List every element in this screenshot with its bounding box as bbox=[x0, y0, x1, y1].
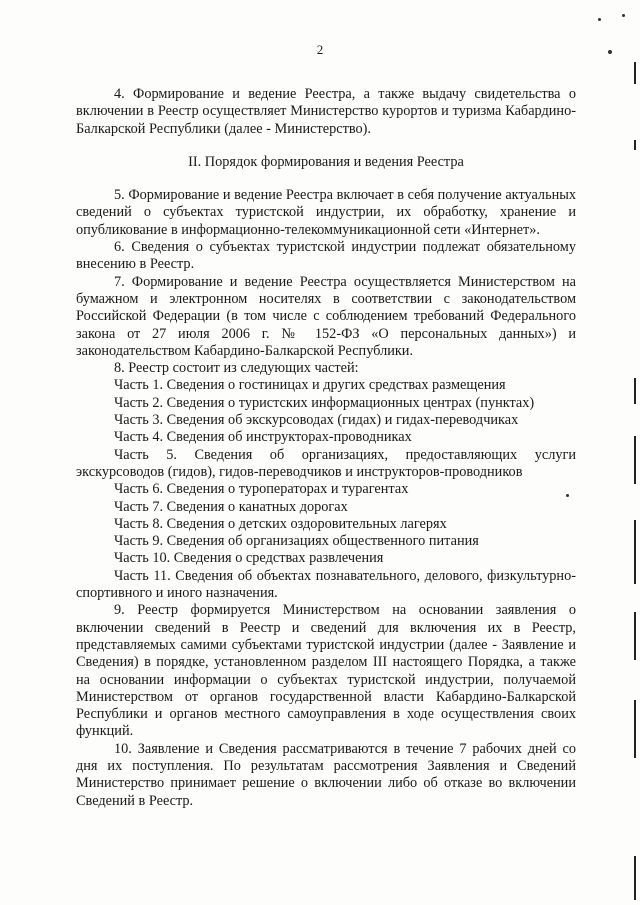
part-3: Часть 3. Сведения об экскурсоводах (гидах) и гидах-переводчиках bbox=[114, 412, 519, 429]
paragraph-5: 5. Формирование и ведение Реестра включает в себя получение актуальных сведений о субъектах туристской индустрии, их обработку, хранение и опубликование в информационно-телекоммуникационной сети «Интернет». bbox=[76, 187, 576, 238]
scan-speck bbox=[566, 494, 569, 497]
part-10: Часть 10. Сведения о средствах развлечения bbox=[114, 550, 384, 567]
scan-edge-mark bbox=[634, 436, 636, 484]
paragraph-10: 10. Заявление и Сведения рассматриваются в течение 7 рабочих дней со дня их поступления. По результатам рассмотрения Заявления и Сведений Министерство принимает решение о включении либо об отказе во включении Сведений в Реестр. bbox=[76, 740, 576, 809]
paragraph-6: 6. Сведения о субъектах туристской индустрии подлежат обязательному внесению в Реестр. bbox=[76, 239, 576, 273]
part-6: Часть 6. Сведения о туроператорах и турагентах bbox=[114, 481, 409, 498]
document-body bbox=[76, 86, 576, 810]
scan-edge-mark bbox=[634, 612, 636, 660]
part-7: Часть 7. Сведения о канатных дорогах bbox=[114, 498, 348, 515]
scan-edge-mark bbox=[634, 62, 636, 84]
scan-speck bbox=[608, 50, 612, 54]
scan-edge-mark bbox=[634, 520, 636, 584]
scan-edge-mark bbox=[634, 856, 636, 900]
part-9: Часть 9. Сведения об организациях общественного питания bbox=[114, 533, 479, 550]
section-heading: II. Порядок формирования и ведения Реестра bbox=[188, 153, 464, 170]
scan-edge-mark bbox=[634, 140, 636, 150]
part-11: Часть 11. Сведения об объектах познавательного, делового, физкультурно-спортивного и иного назначения. bbox=[76, 567, 576, 602]
scan-edge-mark bbox=[634, 378, 636, 404]
paragraph-7: 7. Формирование и ведение Реестра осуществляется Министерством на бумажном и электронном носителях в соответствии с законодательством Российской Федерации (в том числе с соблюдением требований Федерального закона от 27 июля 2006 г. № 152-ФЗ «О персональных данных») и законодательством Кабардино-Балкарской Республики. bbox=[76, 273, 576, 359]
page-number: 2 bbox=[316, 42, 324, 57]
paragraph-8: 8. Реестр состоит из следующих частей: bbox=[114, 360, 359, 377]
scan-speck bbox=[622, 14, 625, 17]
scan-speck bbox=[598, 18, 601, 21]
part-5: Часть 5. Сведения об организациях, предоставляющих услуги экскурсоводов (гидов), гидов-переводчиков и инструкторов-проводников bbox=[76, 446, 576, 480]
scan-edge-mark bbox=[634, 700, 636, 758]
part-8: Часть 8. Сведения о детских оздоровительных лагерях bbox=[114, 515, 447, 532]
paragraph-4: 4. Формирование и ведение Реестра, а также выдачу свидетельства о включении в Реестр осуществляет Министерство курортов и туризма Кабардино-Балкарской Республики (далее - Министерство). bbox=[76, 86, 576, 137]
part-4: Часть 4. Сведения об инструкторах-проводниках bbox=[114, 429, 412, 446]
part-2: Часть 2. Сведения о туристских информационных центрах (пунктах) bbox=[114, 394, 535, 411]
part-1: Часть 1. Сведения о гостиницах и других средствах размещения bbox=[114, 377, 506, 394]
paragraph-9: 9. Реестр формируется Министерством на основании заявления о включении сведений в Реестр и сведений для включения их в Реестр, представляемых самими субъектами туристской индустрии (далее - Заявление и Сведения) в порядке, установленном разделом III настоящего Порядка, а также на основании информации о субъектах туристской индустрии, получаемой Министерством от органов государственной власти Кабардино-Балкарской Республики и органов местного самоуправления в ходе осуществления своих функций. bbox=[76, 602, 576, 740]
